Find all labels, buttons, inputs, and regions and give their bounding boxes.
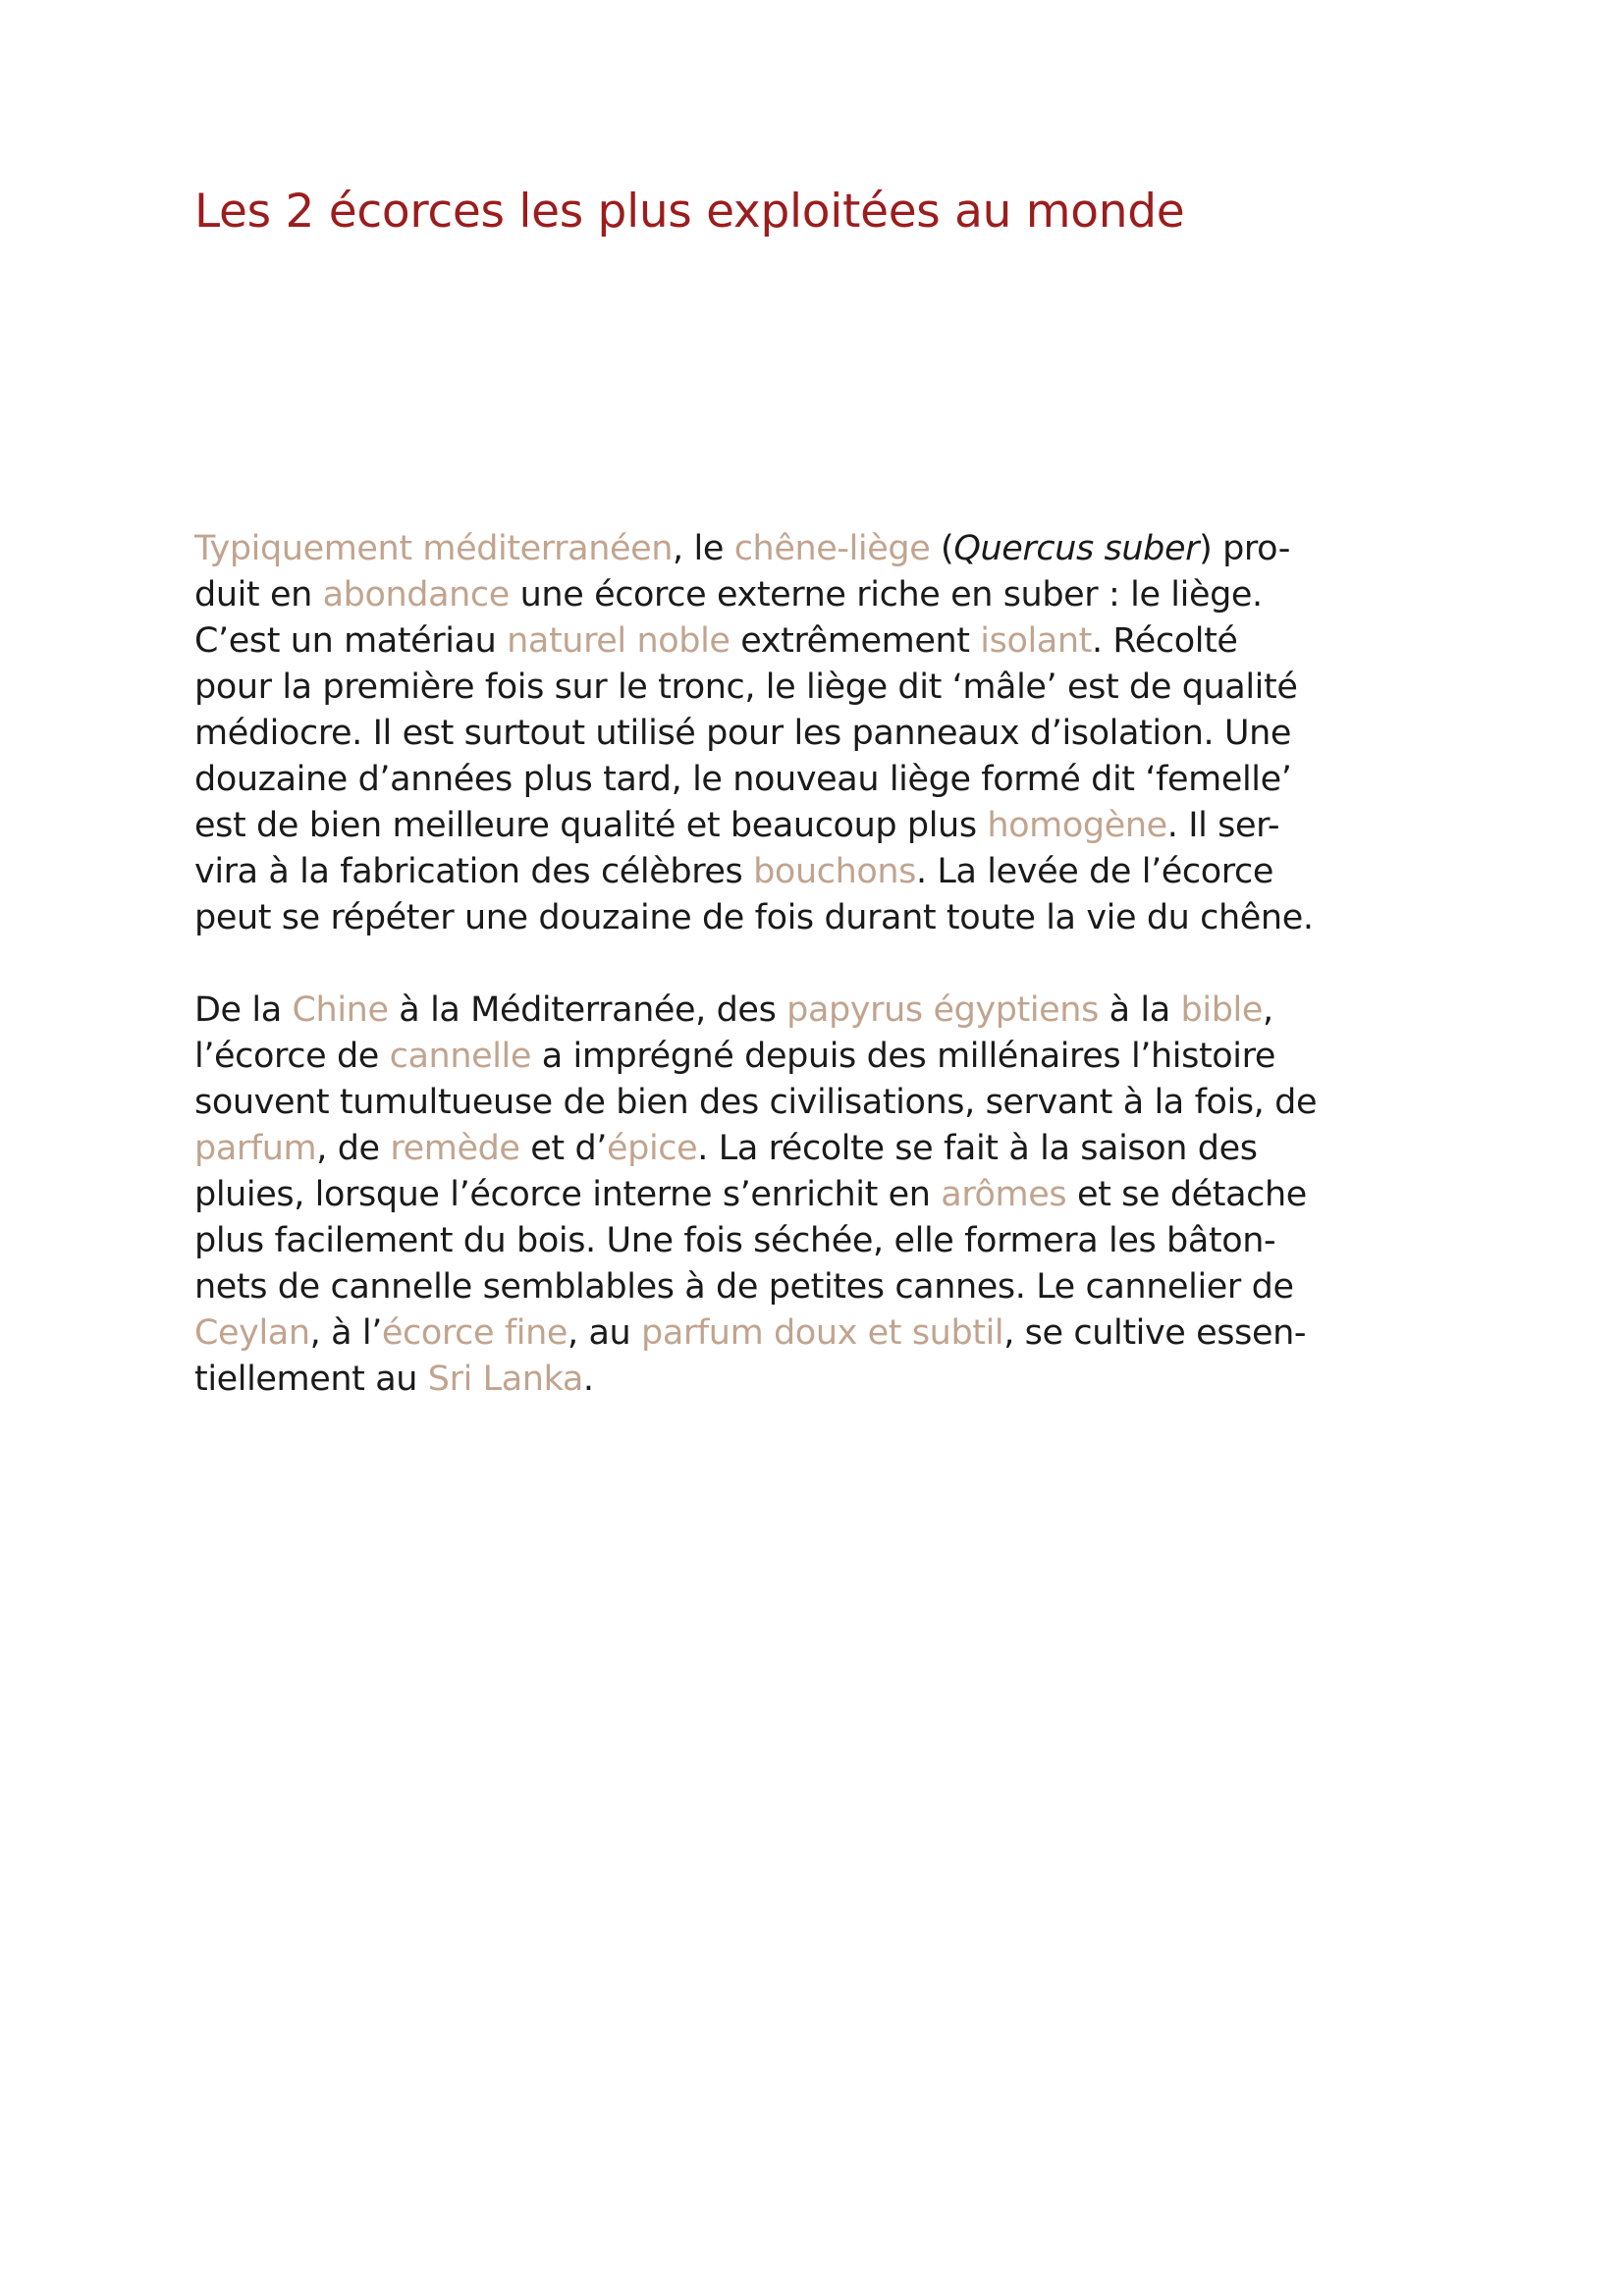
text-run: , le — [673, 529, 734, 568]
text-run: à la Méditerranée, des — [388, 990, 787, 1030]
highlighted-term: Typiquement méditerranéen — [194, 529, 674, 568]
highlighted-term: chêne-liège — [733, 529, 931, 568]
text-line — [194, 665, 1471, 711]
page-title: Les 2 écorces les plus exploitées au monde — [194, 185, 1185, 239]
text-run: tiellement au — [194, 1360, 428, 1399]
text-run: extrêmement — [730, 621, 981, 661]
text-run: pour la première fois sur le tronc, le liège dit ‘mâle’ est de qualité — [194, 667, 1298, 707]
highlighted-term: abondance — [322, 575, 510, 614]
text-run: , se cultive essen- — [1003, 1313, 1307, 1353]
text-line — [194, 1264, 1471, 1310]
text-run: peut se répéter une douzaine de fois durant toute la vie du chêne. — [194, 898, 1314, 937]
text-line — [194, 1080, 1471, 1126]
paragraph-cork — [194, 526, 1471, 941]
highlighted-term: Chine — [292, 990, 389, 1030]
text-line — [194, 895, 1471, 941]
highlighted-term: épice — [607, 1129, 698, 1168]
text-line — [194, 1126, 1471, 1172]
italic-term: Quercus suber — [953, 529, 1200, 568]
text-line — [194, 1357, 1471, 1403]
text-run: une écorce externe riche en suber : le liège. — [509, 575, 1263, 614]
text-run: . La récolte se fait à la saison des — [697, 1129, 1258, 1168]
text-line — [194, 803, 1471, 849]
highlighted-term: homogène — [987, 806, 1167, 845]
highlighted-term: arômes — [941, 1175, 1067, 1214]
text-run: a imprégné depuis des millénaires l’histoire — [531, 1037, 1275, 1076]
text-line — [194, 618, 1471, 665]
text-line — [194, 757, 1471, 803]
highlighted-term: Sri Lanka — [427, 1360, 583, 1399]
highlighted-term: bouchons — [753, 852, 916, 891]
text-run: duit en — [194, 575, 323, 614]
text-run: , de — [316, 1129, 391, 1168]
text-run: douzaine d’années plus tard, le nouveau liège formé dit ‘femelle’ — [194, 760, 1292, 799]
text-run: et se détache — [1066, 1175, 1307, 1214]
text-run: . — [582, 1360, 594, 1399]
text-run: médiocre. Il est surtout utilisé pour les panneaux d’isolation. Une — [194, 714, 1292, 753]
highlighted-term: Ceylan — [194, 1313, 310, 1353]
paragraph-cinnamon — [194, 988, 1471, 1403]
text-run: l’écorce de — [194, 1037, 390, 1076]
text-run: De la — [194, 990, 293, 1030]
text-line — [194, 1310, 1471, 1357]
text-run: nets de cannelle semblables à de petites cannes. Le cannelier de — [194, 1267, 1294, 1307]
text-run: et d’ — [519, 1129, 607, 1168]
highlighted-term: parfum doux et subtil — [641, 1313, 1004, 1353]
text-line — [194, 1034, 1471, 1080]
highlighted-term: cannelle — [389, 1037, 532, 1076]
text-run: . Il ser- — [1166, 806, 1280, 845]
text-run: . Récolté — [1091, 621, 1238, 661]
text-run: ) pro- — [1199, 529, 1291, 568]
text-run: C’est un matériau — [194, 621, 508, 661]
text-run: . La levée de l’écorce — [915, 852, 1273, 891]
text-run: à la — [1098, 990, 1181, 1030]
highlighted-term: naturel noble — [507, 621, 730, 661]
text-run: , au — [568, 1313, 642, 1353]
text-run: est de bien meilleure qualité et beaucoup plus — [194, 806, 988, 845]
text-line — [194, 1218, 1471, 1264]
highlighted-term: bible — [1180, 990, 1263, 1030]
text-line — [194, 572, 1471, 618]
text-run: plus facilement du bois. Une fois séchée, elle formera les bâton- — [194, 1221, 1276, 1260]
highlighted-term: remède — [390, 1129, 520, 1168]
text-line — [194, 849, 1471, 895]
text-line — [194, 1172, 1471, 1218]
text-run: souvent tumultueuse de bien des civilisations, servant à la fois, de — [194, 1083, 1318, 1122]
text-line — [194, 526, 1471, 572]
highlighted-term: papyrus égyptiens — [786, 990, 1099, 1030]
highlighted-term: écorce fine — [381, 1313, 568, 1353]
highlighted-term: isolant — [980, 621, 1092, 661]
text-run: , à l’ — [309, 1313, 382, 1353]
text-run: , — [1262, 990, 1273, 1030]
text-run: vira à la fabrication des célèbres — [194, 852, 754, 891]
text-line — [194, 988, 1471, 1034]
text-line — [194, 711, 1471, 757]
text-run: pluies, lorsque l’écorce interne s’enrichit en — [194, 1175, 942, 1214]
text-run: ( — [930, 529, 954, 568]
highlighted-term: parfum — [194, 1129, 317, 1168]
